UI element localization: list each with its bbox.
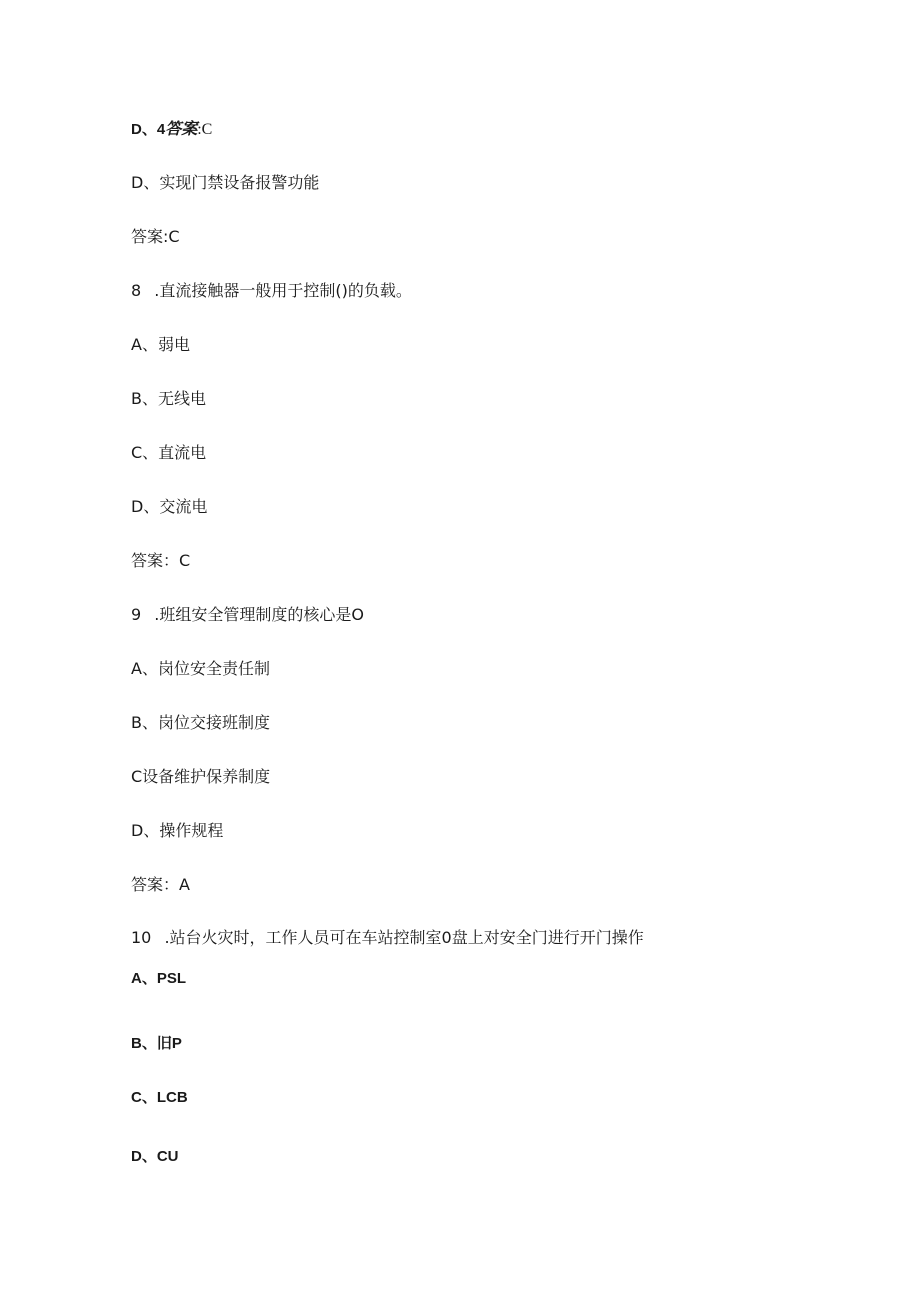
option-b-line: B、旧P (131, 1035, 182, 1052)
option-c-line: C、直流电 (131, 443, 207, 462)
option-d-line: D、交流电 (131, 497, 208, 516)
option-d-line: D、实现门禁设备报警功能 (131, 173, 320, 192)
answer-line: 答案：A (131, 875, 190, 894)
option-c-line: C、LCB (131, 1089, 188, 1106)
question-9: 9 .班组安全管理制度的核心是O (131, 605, 364, 624)
option-c-line: C设备维护保养制度 (131, 767, 271, 786)
answer-label-italic: 答案 (165, 119, 198, 138)
option-a-line: A、岗位安全责任制 (131, 659, 270, 678)
option-a-line: A、PSL (131, 970, 187, 987)
answer-line: 答案:C (131, 227, 180, 246)
option-d-prefix: D、4 (131, 121, 166, 138)
question-8: 8 .直流接触器一般用于控制()的负载。 (131, 281, 412, 300)
answer-value: :C (197, 121, 213, 138)
option-a-line: A、弱电 (131, 335, 190, 354)
question-10: 10 .站台火灾时，工作人员可在车站控制室0盘上对安全门进行开门操作 (131, 928, 644, 947)
option-d-line: D、CU (131, 1148, 179, 1165)
answer-line: 答案：C (131, 551, 191, 570)
option-d-line (131, 119, 212, 140)
option-b-line: B、无线电 (131, 389, 206, 408)
option-d-line: D、操作规程 (131, 821, 224, 840)
option-b-line: B、岗位交接班制度 (131, 713, 270, 732)
